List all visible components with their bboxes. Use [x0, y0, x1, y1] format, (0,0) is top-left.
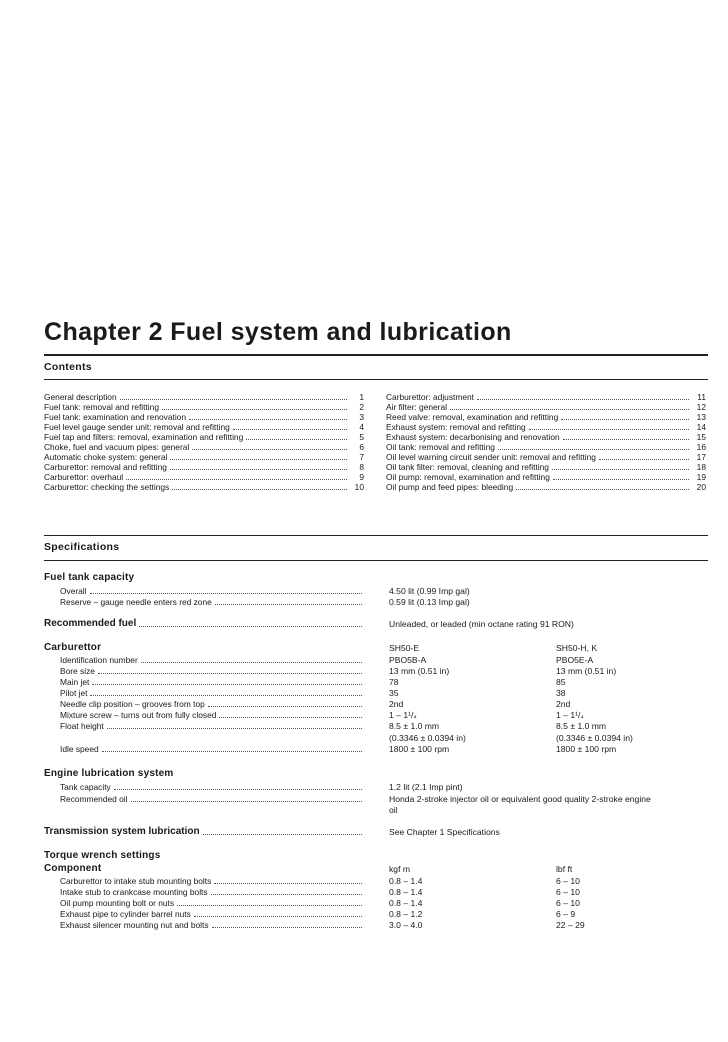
contents-entry[interactable]: Carburettor: overhaul 9 [44, 472, 364, 482]
spec-value: oil [389, 805, 398, 815]
spec-value: 4.50 lit (0.99 Imp gal) [389, 586, 470, 596]
spec-value: 6 – 10 [556, 898, 580, 908]
transmission-label: Transmission system lubrication [44, 826, 364, 838]
contents-entry[interactable]: Exhaust system: removal and refitting 14 [386, 422, 706, 432]
fuel-tank-heading: Fuel tank capacity [44, 572, 135, 583]
spec-value: PBO5E-A [556, 655, 594, 665]
spec-label: Needle clip position – grooves from top [60, 699, 364, 709]
spec-label: Oil pump mounting bolt or nuts [60, 898, 364, 908]
spec-label: Identification number [60, 655, 364, 665]
spec-value: 6 – 10 [556, 887, 580, 897]
torque-component-heading: Component [44, 863, 102, 874]
spec-label: Pilot jet [60, 688, 364, 698]
contents-entry[interactable]: Choke, fuel and vacuum pipes: general 6 [44, 442, 364, 452]
contents-entry[interactable]: Fuel tank: removal and refitting 2 [44, 402, 364, 412]
spec-label: Exhaust pipe to cylinder barrel nuts [60, 909, 364, 919]
contents-entry[interactable]: Oil pump and feed pipes: bleeding 20 [386, 482, 706, 492]
spec-value: 0.8 – 1.2 [389, 909, 423, 919]
spec-value: 3.0 – 4.0 [389, 920, 423, 930]
spec-value: 35 [389, 688, 399, 698]
spec-value: 38 [556, 688, 566, 698]
spec-value: See Chapter 1 Specifications [389, 827, 500, 837]
spec-label: Exhaust silencer mounting nut and bolts [60, 920, 364, 930]
chapter-title: Chapter 2 Fuel system and lubrication [44, 318, 512, 346]
spec-label: Idle speed [60, 744, 364, 754]
spec-value: Unleaded, or leaded (min octane rating 91 RON) [389, 619, 574, 629]
spec-value: 0.8 – 1.4 [389, 898, 423, 908]
spec-value: 1800 ± 100 rpm [556, 744, 617, 754]
spec-value: 13 mm (0.51 in) [389, 666, 450, 676]
contents-entry[interactable]: Oil pump: removal, examination and refitting 19 [386, 472, 706, 482]
spec-value: 2nd [556, 699, 571, 709]
contents-entry[interactable]: General description 1 [44, 392, 364, 402]
contents-left-column [44, 392, 364, 492]
spec-value: 1800 ± 100 rpm [389, 744, 450, 754]
contents-entry[interactable]: Carburettor: checking the settings 10 [44, 482, 364, 492]
contents-heading: Contents [44, 361, 92, 373]
recommended-fuel-label: Recommended fuel [44, 618, 364, 630]
spec-value: 2nd [389, 699, 404, 709]
spec-value: Honda 2-stroke injector oil or equivalent good quality 2-stroke engine [389, 794, 651, 804]
contents-entry[interactable]: Fuel level gauge sender unit: removal and refitting 4 [44, 422, 364, 432]
spec-value: 8.5 ± 1.0 mm [389, 721, 440, 731]
contents-entry[interactable]: Reed valve: removal, examination and refitting 13 [386, 412, 706, 422]
spec-label: Carburettor to intake stub mounting bolts [60, 876, 364, 886]
contents-right-column [386, 392, 706, 492]
spec-value: 0.59 lit (0.13 Imp gal) [389, 597, 470, 607]
specs-top-rule [44, 535, 708, 536]
spec-label: Main jet [60, 677, 364, 687]
spec-value: (0.3346 ± 0.0394 in) [389, 733, 466, 743]
spec-value: 22 – 29 [556, 920, 585, 930]
contents-rule [44, 379, 708, 380]
spec-label: Overall [60, 586, 364, 596]
contents-entry[interactable]: Oil tank filter: removal, cleaning and refitting 18 [386, 462, 706, 472]
spec-value: 85 [556, 677, 566, 687]
torque-unit2: lbf ft [556, 864, 573, 874]
spec-label: Recommended oil [60, 794, 364, 804]
contents-entry[interactable]: Fuel tank: examination and renovation 3 [44, 412, 364, 422]
spec-value: 78 [389, 677, 399, 687]
spec-value: 13 mm (0.51 in) [556, 666, 617, 676]
spec-value: 6 – 10 [556, 876, 580, 886]
spec-value: PBO5B-A [389, 655, 427, 665]
spec-value: 0.8 – 1.4 [389, 876, 423, 886]
contents-entry[interactable]: Fuel tap and filters: removal, examination and refitting 5 [44, 432, 364, 442]
contents-entry[interactable]: Exhaust system: decarbonising and renovation 15 [386, 432, 706, 442]
spec-value: 8.5 ± 1.0 mm [556, 721, 607, 731]
spec-label: Float height [60, 721, 364, 731]
contents-entry[interactable]: Carburettor: removal and refitting 8 [44, 462, 364, 472]
carb-col1-heading: SH50-E [389, 643, 420, 653]
specs-heading: Specifications [44, 541, 120, 553]
carb-col2-heading: SH50-H, K [556, 643, 598, 653]
carburettor-heading: Carburettor [44, 642, 102, 653]
contents-entry[interactable]: Carburettor: adjustment 11 [386, 392, 706, 402]
torque-unit1: kgf m [389, 864, 411, 874]
spec-label: Mixture screw – turns out from fully closed [60, 710, 364, 720]
contents-entry[interactable]: Oil tank: removal and refitting 16 [386, 442, 706, 452]
spec-label: Tank capacity [60, 782, 364, 792]
spec-value: (0.3346 ± 0.0394 in) [556, 733, 633, 743]
spec-label: Reserve – gauge needle enters red zone [60, 597, 364, 607]
spec-label: Intake stub to crankcase mounting bolts [60, 887, 364, 897]
title-rule [44, 354, 708, 356]
specs-rule [44, 560, 708, 561]
torque-heading: Torque wrench settings [44, 850, 161, 861]
spec-value: 1.2 lit (2.1 Imp pint) [389, 782, 463, 792]
contents-entry[interactable]: Air filter: general 12 [386, 402, 706, 412]
contents-entry[interactable]: Oil level warning circuit sender unit: removal and refitting 17 [386, 452, 706, 462]
spec-value: 1 – 1¹/₄ [556, 710, 584, 720]
spec-value: 1 – 1¹/₄ [389, 710, 417, 720]
spec-value: 6 – 9 [556, 909, 576, 919]
spec-label: Bore size [60, 666, 364, 676]
spec-value: 0.8 – 1.4 [389, 887, 423, 897]
contents-entry[interactable]: Automatic choke system: general 7 [44, 452, 364, 462]
engine-lub-heading: Engine lubrication system [44, 768, 174, 779]
